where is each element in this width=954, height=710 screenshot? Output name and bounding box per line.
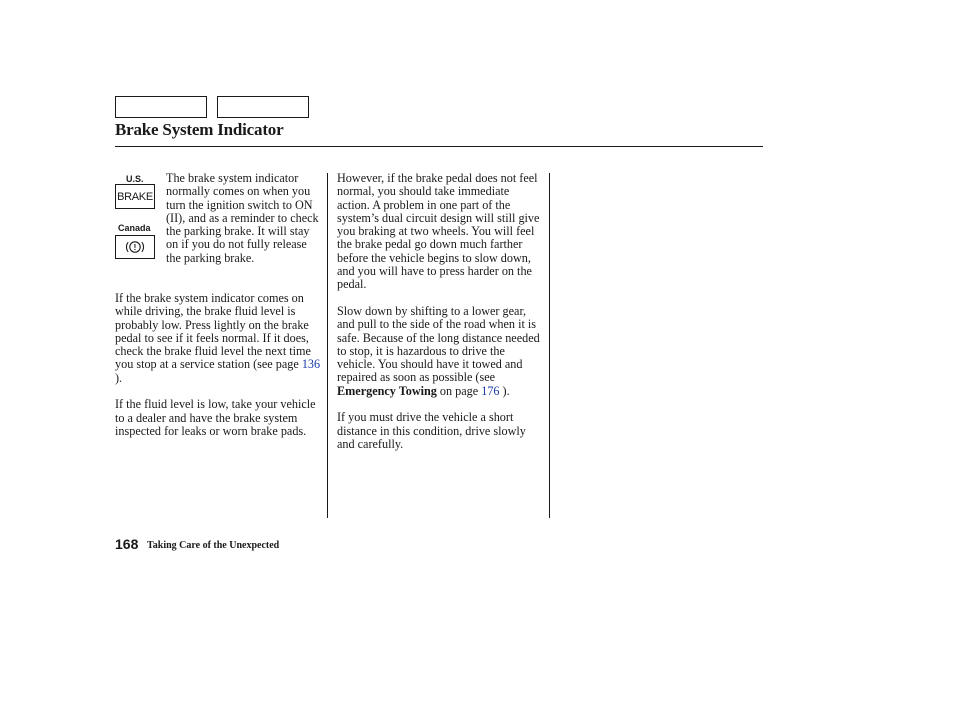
pedal-paragraph: However, if the brake pedal does not feel normal, you should take immediate action. A problem in one part of the system’s dual circuit design will still give you braking at two wheels. You will feel the brake pedal go down much farther before the vehicle begins to slow down, and you will have to press harder on the pedal. <box>337 171 540 292</box>
brake-circle-icon <box>115 235 155 259</box>
nav-button-prev[interactable] <box>115 96 207 118</box>
fluid-low-paragraph: If the fluid level is low, take your vehicle to a dealer and have the brake system inspected for leaks or worn brake pads. <box>115 397 316 438</box>
middle-column <box>337 172 543 465</box>
brake-circle-icon-graphic <box>124 239 146 255</box>
intro-paragraph: The brake system indicator normally comes on when you turn the ignition switch to ON (II), and as a reminder to check the parking brake. It will stay on if you do not fully release the parking brake. <box>166 171 319 265</box>
drive-slowly-paragraph: If you must drive the vehicle a short distance in this condition, drive slowly and carefully. <box>337 410 526 451</box>
page-link-136[interactable]: 136 <box>301 357 321 372</box>
on-page-text: on page <box>436 383 482 398</box>
page-number: 168 <box>115 536 139 552</box>
svg-text:!: ! <box>133 243 137 252</box>
slow-down-text: Slow down by shifting to a lower gear, and pull to the side of the road when it is safe. Because of the long distance needed to stop, it is hazardous to drive the vehicle. You should have it towed and repaired as soon as possible (see <box>337 303 540 385</box>
slow-down-end: ). <box>499 383 510 398</box>
fluid-check-end: ). <box>115 370 123 385</box>
section-name: Taking Care of the Unexpected <box>147 540 280 551</box>
slow-down-paragraph <box>337 305 543 398</box>
title-divider <box>115 146 763 147</box>
page-title: Brake System Indicator <box>115 120 284 139</box>
intro-paragraph-column <box>166 172 324 278</box>
fluid-check-paragraph <box>115 292 323 385</box>
page-link-176[interactable]: 176 <box>481 383 500 398</box>
brake-indicator-icon <box>115 184 155 209</box>
fluid-check-text: If the brake system indicator comes on while driving, the brake fluid level is probably low. Press lightly on the brake pedal to see if it feels normal. If it does, check the brake fluid level the next time you stop at a service station (see page <box>115 291 311 372</box>
column-divider <box>327 173 328 518</box>
left-column <box>115 292 323 452</box>
canada-label: Canada <box>118 223 151 233</box>
brake-icon-text: BRAKE <box>117 190 153 203</box>
us-label: U.S. <box>126 174 144 184</box>
emergency-towing-ref: Emergency Towing <box>337 383 437 398</box>
column-divider <box>549 173 550 518</box>
nav-button-next[interactable] <box>217 96 309 118</box>
